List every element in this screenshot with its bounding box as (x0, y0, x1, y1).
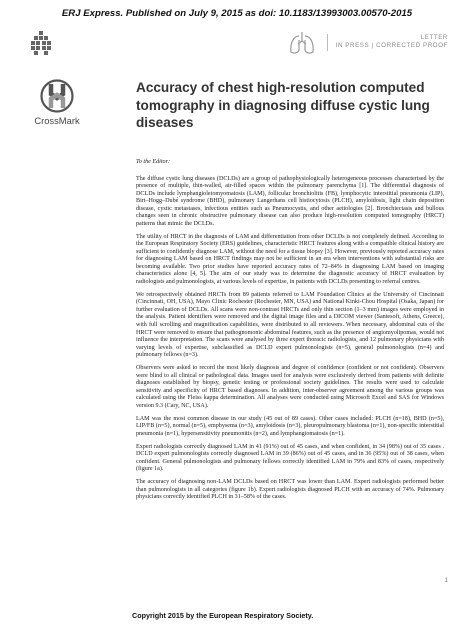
journal-header-line: ERJ Express. Published on July 9, 2015 as doi: 10.1183/13993003.00570-2015 (61, 8, 413, 19)
badge-type-label: LETTER (420, 34, 448, 41)
crossmark-label: CrossMark (34, 115, 80, 126)
letter-status-badge (327, 34, 448, 51)
body-paragraph: The accuracy of diagnosing non-LAM DCLDs based on HRCT was lower than LAM. Expert radiologists performed better than pulmonologists in all categories (figure 1b). Expert radiologists diagnosed PLCH with an accuracy of 74%. Pulmonary physicians correctly identified PLCH in 31–58% of the cases. (136, 479, 444, 501)
body-paragraph: LAM was the most common disease in our study (45 out of 89 cases). Other cases included: PLCH (n=18), BHD (n=5), LIP/FB (n=5), normal (n=5), emphysema (n=3), amyloidosis (n=3), pleuropulmonary blastoma (n=1), non-specific interstitial pneumonia (n=1), hypersensitivity pneumonitis (n=2), and lymphangiomatosis (n=1). (136, 415, 444, 437)
body-paragraph: Observers were asked to record the most likely diagnosis and degree of confidence (confident or not confident). Observers were blind to all clinical or pathological data. Images used for analysis were exclusively derived from patients with definite diagnoses established by biopsy, genetic testing or professional society guidelines. The results were used to calculate sensitivity and specificity of HRCT based diagnoses. In addition, inter-observer agreement among the various groups was calculated using the Fleiss kappa determination. All analyses were conducted using Microsoft Excel and SAS for Windows version 9.3 (Cary, NC, USA). (136, 365, 444, 409)
article-title: Accuracy of chest high-resolution computed tomography in diagnosing diffuse cystic lung diseases (136, 80, 430, 131)
body-paragraph: Expert radiologists correctly diagnosed LAM in 41 (91%) out of 45 cases, and when confident, in 34 (98%) out of 35 cases . DCLD expert pulmonologists correctly diagnosed LAM in 39 (86%) out of 45 cases, and in 36 (95%) out of 38 cases, when confident. General pulmonologists and pulmonary fellows correctly identified LAM in 79% and 83% of cases, respectively (figure 1a). (136, 443, 444, 473)
crossmark-logo[interactable] (22, 79, 92, 126)
page-number: 1 (444, 578, 448, 584)
ers-logo-icon (30, 30, 52, 56)
article-body (136, 159, 444, 507)
badge-status-label: IN PRESS | CORRECTED PROOF (335, 42, 448, 50)
body-paragraph: The diffuse cystic lung diseases (DCLDs) are a group of pathophysiologically heterogeneous processes characterised by the presence of multiple, thin-walled, air-filled spaces within the pulmonary parenchyma [1]. The differential diagnosis of DCLDs include lymphangioleiomyomatosis (LAM), follicular bronchiolitis (FB), lymphocytic interstitial pneumonia (LIP), Birt–Hogg–Dubé syndrome (BHD), pulmonary Langerhans cell histiocytosis (PLCH), amyloidosis, light chain deposition disease, cystic metastases, infectious entities such as Pneumocystis, and other aetiologies [2]. Bronchiectasis and bullous changes seen in chronic obstructive pulmonary disease can also produce high-resolution computed tomography (HRCT) patterns that mimic the DCLDs. (136, 175, 444, 227)
body-paragraph: The utility of HRCT in the diagnosis of LAM and differentiation from other DCLDs is not completely defined. According to the European Respiratory Society (ERS) guidelines, characteristic HRCT features along with a compatible clinical history are sufficient to confidently diagnose LAM, without the need for a tissue biopsy [3]. However, previously reported accuracy rates for diagnosing LAM based on HRCT findings may not be sufficient in an era when interventions with substantial risks are becoming available. Two prior studies have reported accuracy rates of 72–84% in diagnosing LAM based on imaging characteristics alone [4, 5]. The aim of our study was to determine the diagnostic accuracy of HRCT evaluation by radiologists and pulmonologists, at various levels of expertise, in patients with DCLDs presenting to referral centres. (136, 233, 444, 285)
salutation: To the Editor: (136, 159, 170, 165)
lungs-icon (288, 30, 316, 56)
body-paragraph: We retrospectively obtained HRCTs from 89 patients referred to LAM Foundation Clinics at the University of Cincinnati (Cincinnati, OH, USA), Mayo Clinic Rochester (Rochester, MN, USA) and National Kinki-Chou Hospital (Osaka, Japan) for further evaluation of DCLDs. All scans were non-contrast HRCTs and only thin section (1–3 mm) images were employed in the analysis. Patient identifiers were removed and the digital image files and a DICOM viewer (Santesoft, Athens, Greece), with full scrolling and magnification capabilities, were distributed to all reviewers. When necessary, abdominal cuts of the HRCT were removed to ensure that pathognomonic abdominal features, such as the presence of angiomyolipomas, would not influence the interpretation. The scans were analysed by three expert thoracic radiologists, and 12 pulmonary physicians with varying levels of expertise, subclassified as DCLD expert pulmonologists (n=5), general pulmonologists (n=4) and pulmonary fellows (n=3). (136, 291, 444, 359)
crossmark-icon (40, 79, 74, 113)
copyright-notice: Copyright 2015 by the European Respiratory Society. (132, 611, 314, 620)
